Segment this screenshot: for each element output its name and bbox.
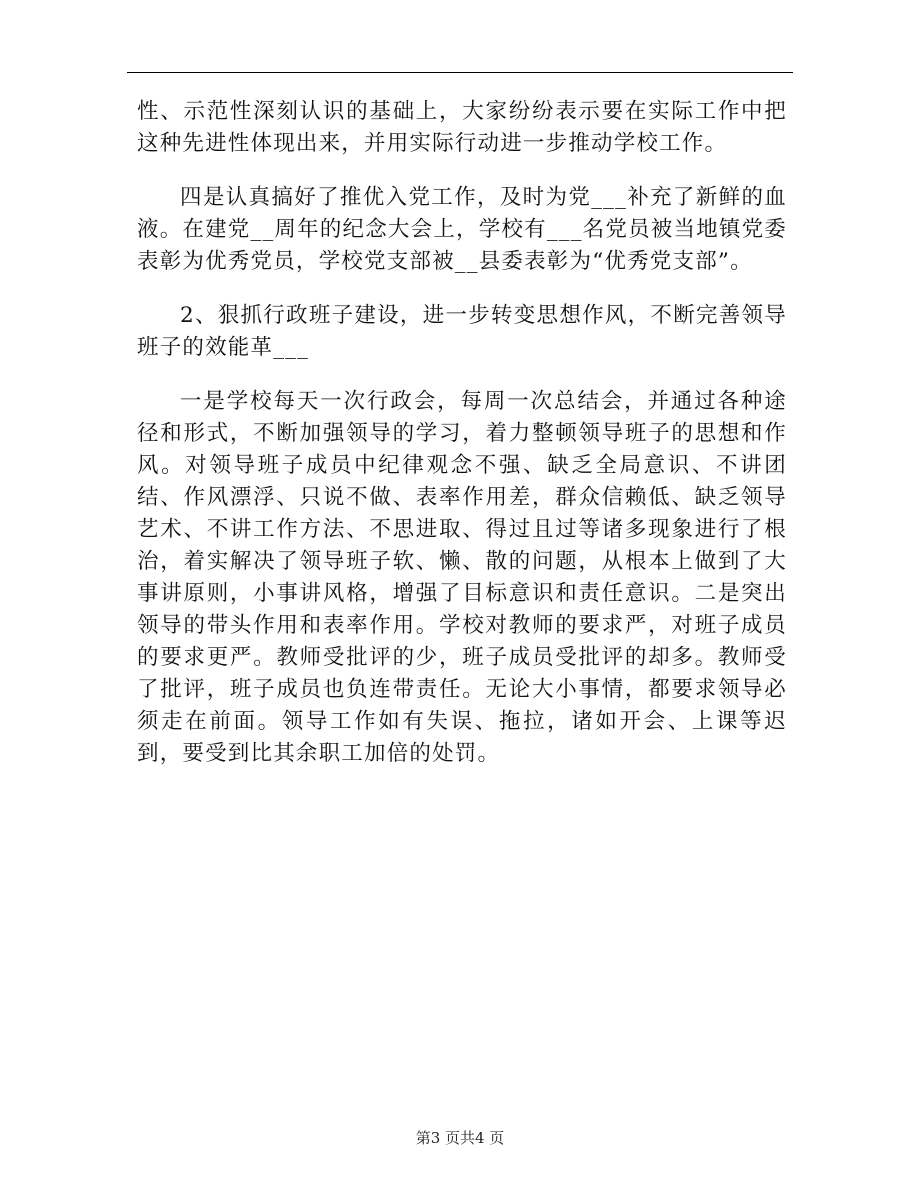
page-number: 第3 页共4 页	[415, 1129, 505, 1147]
paragraph-admin-team: 一是学校每天一次行政会，每周一次总结会，并通过各种途径和形式，不断加强领导的学习，着力整顿领导班子的思想和作风。对领导班子成员中纪律观念不强、缺乏全局意识、不讲团结、作风漂浮、只说不做、表率作用差，群众信赖低、缺乏领导艺术、不讲工作方法、不思进取、得过且过等诸多现象进行了根治，着实解决了领导班子软、懒、散的问题，从根本上做到了大事讲原则，小事讲风格，增强了目标意识和责任意识。二是突出领导的带头作用和表率作用。学校对教师的要求严，对班子成员的要求更严。教师受批评的少，班子成员受批评的却多。教师受了批评，班子成员也负连带责任。无论大小事情，都要求领导必须走在前面。领导工作如有失误、拖拉，诸如开会、上课等迟到，要受到比其余职工加倍的处罚。	[137, 389, 787, 766]
header-rule	[127, 72, 793, 73]
paragraph-continuation: 性、示范性深刻认识的基础上，大家纷纷表示要在实际工作中把这种先进性体现出来，并用实际行动进一步推动学校工作。	[137, 99, 787, 156]
paragraph-party-recruitment: 四是认真搞好了推优入党工作，及时为党___补充了新鲜的血液。在建党__周年的纪念大会上，学校有___名党员被当地镇党委表彰为优秀党员，学校党支部被__县委表彰为“优秀党支部”。	[137, 185, 787, 274]
document-body	[137, 96, 787, 770]
section-heading-2: 2、狠抓行政班子建设，进一步转变思想作风，不断完善领导班子的效能革___	[137, 303, 787, 360]
